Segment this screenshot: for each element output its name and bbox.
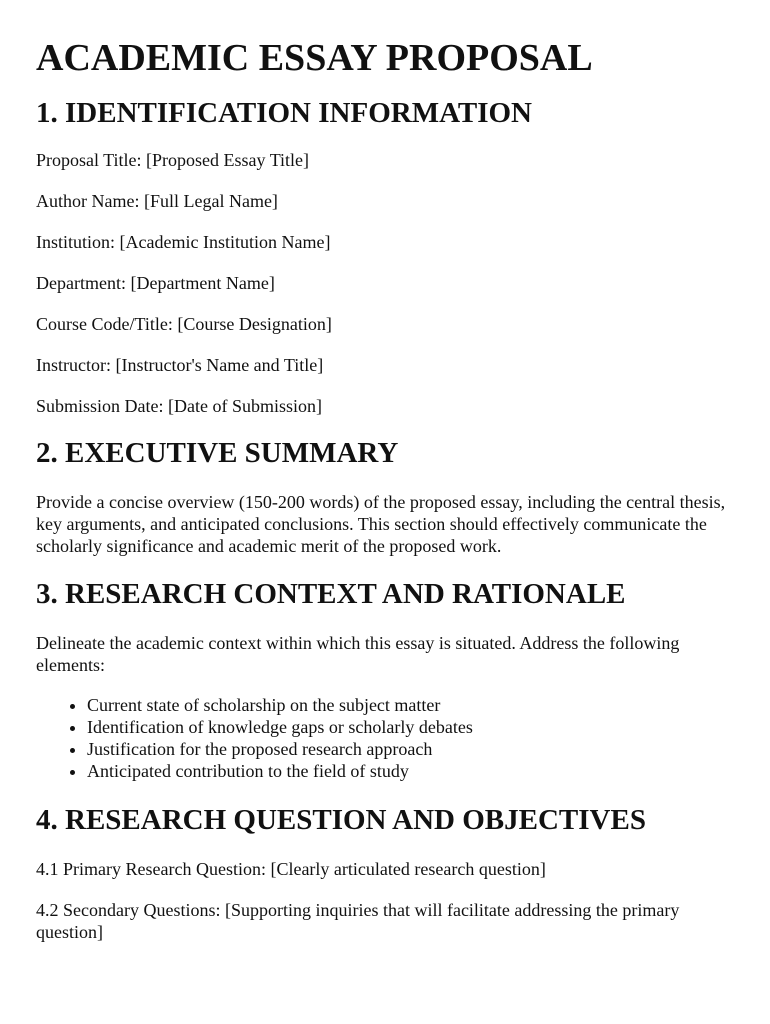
executive-summary-text: Provide a concise overview (150-200 words) of the proposed essay, including the central thesis, key arguments, and anticipated conclusions. This section should effectively communicate the scholarly significance and academic merit of the proposed work. xyxy=(36,492,726,556)
field-instructor: Instructor: [Instructor's Name and Title] xyxy=(36,355,324,375)
research-context-intro: Delineate the academic context within which this essay is situated. Address the following elements: xyxy=(36,633,680,675)
field-course-code: Course Code/Title: [Course Designation] xyxy=(36,314,332,334)
list-item: • Current state of scholarship on the subject matter xyxy=(87,694,734,716)
primary-research-question: 4.1 Primary Research Question: [Clearly articulated research question] xyxy=(36,859,546,879)
field-department: Department: [Department Name] xyxy=(36,273,275,293)
section-heading-identification: 1. IDENTIFICATION INFORMATION xyxy=(36,97,532,129)
section-heading-executive-summary: 2. EXECUTIVE SUMMARY xyxy=(36,437,399,469)
secondary-questions: 4.2 Secondary Questions: [Supporting inquiries that will facilitate addressing the primary question] xyxy=(36,900,680,942)
field-institution: Institution: [Academic Institution Name] xyxy=(36,232,331,252)
identification-fields xyxy=(36,149,734,417)
document-title: ACADEMIC ESSAY PROPOSAL xyxy=(36,37,593,79)
list-item: • Anticipated contribution to the field of study xyxy=(87,760,734,782)
list-item: • Identification of knowledge gaps or scholarly debates xyxy=(87,716,734,738)
section-heading-research-questions: 4. RESEARCH QUESTION AND OBJECTIVES xyxy=(36,804,646,836)
section-heading-research-context: 3. RESEARCH CONTEXT AND RATIONALE xyxy=(36,578,626,610)
research-context-list xyxy=(36,694,734,782)
field-submission-date: Submission Date: [Date of Submission] xyxy=(36,396,322,416)
field-author-name: Author Name: [Full Legal Name] xyxy=(36,191,278,211)
list-item: • Justification for the proposed research approach xyxy=(87,738,734,760)
field-proposal-title: Proposal Title: [Proposed Essay Title] xyxy=(36,150,310,170)
